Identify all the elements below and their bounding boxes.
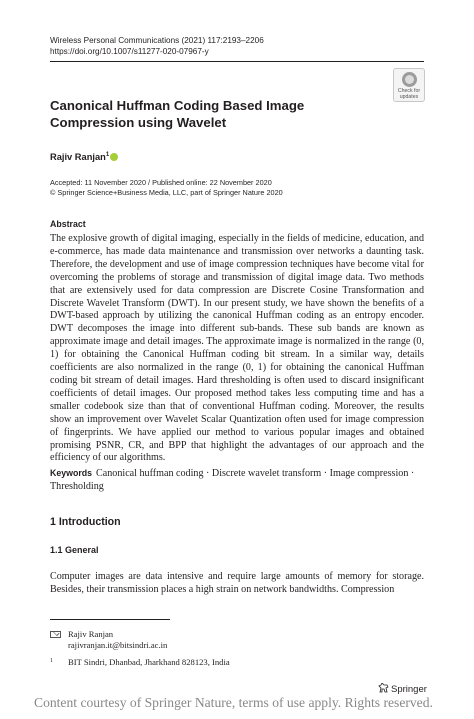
author-name[interactable]: Rajiv Ranjan	[50, 152, 106, 163]
author-line	[50, 149, 118, 163]
author-affil-mark: 1	[105, 152, 110, 158]
springer-label: Springer	[391, 684, 427, 695]
paper-title: Canonical Huffman Coding Based Image Compression using Wavelet	[50, 98, 305, 130]
subsection-heading: 1.1 General	[50, 545, 99, 555]
corr-name: Rajiv Ranjan	[68, 629, 114, 639]
keywords-text: Canonical huffman coding · Discrete wavelet transform · Image compression · Thresholding	[50, 468, 415, 492]
publication-dates	[50, 178, 283, 198]
check-updates-icon	[402, 72, 417, 87]
springer-logo	[378, 683, 427, 695]
abstract-heading: Abstract	[50, 219, 86, 229]
section-heading: 1 Introduction	[50, 516, 121, 528]
copyright: © Springer Science+Business Media, LLC, part of Springer Nature 2020	[50, 188, 283, 197]
envelope-icon	[50, 631, 61, 638]
accepted-published: Accepted: 11 November 2020 / Published online: 22 November 2020	[50, 178, 272, 187]
corresponding-author	[68, 629, 167, 651]
courtesy-watermark: Content courtesy of Springer Nature, terms of use apply. Rights reserved.	[34, 695, 433, 710]
affiliation-number: 1	[50, 658, 53, 664]
affiliation: BIT Sindri, Dhanbad, Jharkhand 828123, India	[68, 657, 230, 667]
abstract-text: The explosive growth of digital imaging, especially in the fields of medicine, education, and e-commerce, has made data maintenance and transmission over networks a daunting task. Therefore, the development and use of image compression techniques have become vital for overcoming the problems of storage and transmission of digital image data. Two methods that are extensively used for data compression are Discrete Cosine Transformation and Discrete Wavelet Transform (DWT). In our present study, we have shown the benefits of a DWT-based approach by utilizing the canonical Huffman coding as an entropy encoder. DWT decomposes the image into different sub-bands. These sub bands are known as approximate image and detail images. The approximate image is normalized in the range (0, 1) for obtaining the Canonical Huffman coding bit stream. In a similar way, details coefficients are also normalized in the range (0, 1) for obtaining the canonical Huffman coding bit stream of detail images. Hard thresholding is often used to discard insignificant coefficients of detail images. Our proposed method takes less computing time and has a smaller codebook size than that of conventional Huffman coding. Moreover, the results show an improvement over Wavelet Scalar Quantization often used for image compression of fingerprints. We have applied our method to various popular images and obtained promising PSNR, CR, and BPP that highlight the advantages of our approach and the efficiency of our algorithms.	[50, 233, 424, 464]
springer-horse-icon	[378, 683, 389, 693]
body-paragraph: Computer images are data intensive and require large amounts of memory for storage. Besides, their transmission places a high strain on network bandwidths. Compression	[50, 571, 424, 595]
header-rule	[50, 61, 424, 62]
keywords-label: Keywords	[50, 468, 93, 478]
doi-link[interactable]: https://doi.org/10.1007/s11277-020-07967-y	[50, 47, 209, 56]
check-updates-line1: Check for	[397, 88, 421, 94]
check-updates-line2: updates	[399, 94, 419, 100]
journal-header	[50, 35, 264, 57]
journal-citation: Wireless Personal Communications (2021) 117:2193–2206	[50, 36, 264, 45]
footnote-rule	[50, 619, 170, 620]
orcid-icon[interactable]	[110, 153, 118, 161]
check-for-updates-badge[interactable]	[393, 68, 425, 102]
corr-email[interactable]: rajivranjan.it@bitsindri.ac.in	[68, 640, 168, 650]
keywords	[50, 467, 424, 494]
